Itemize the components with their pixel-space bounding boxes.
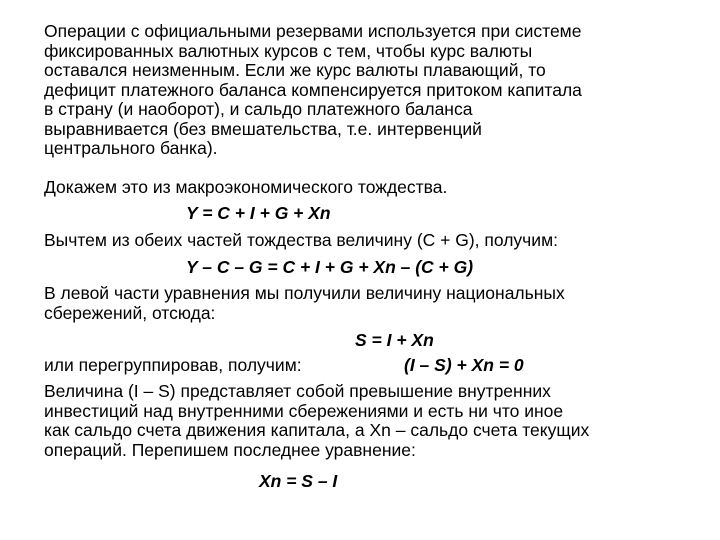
paragraph-national-savings: В левой части уравнения мы получили величину национальных сбережений, отсюда: — [44, 283, 565, 323]
formula-regrouped: (I – S) + Xn = 0 — [404, 355, 524, 375]
formula-subtracted: Y – C – G = C + I + G + Xn – (C + G) — [186, 257, 474, 277]
paragraph-official-reserves: Операции с официальными резервами используется при системе фиксированных валютных курсов с тем, чтобы курс валюты оставался неизменным. Если же курс валюты плавающий, то дефицит платежного баланса компенсируется притоком капитала в страну (и наоборот), и сальдо платежного баланса выравнивается (без вмешательства, т.е. интервенций центрального банка). — [44, 21, 582, 158]
paragraph-capital-account: Величина (I – S) представляет собой превышение внутренних инвестиций над внутренними сбережениями и есть ни что иное как сальдо счета движения капитала, а Xn – сальдо счета текущих операций. Перепишем последнее уравнение: — [44, 381, 590, 460]
formula-net-exports: Xn = S – I — [259, 471, 338, 491]
paragraph-prove-identity: Докажем это из макроэкономического тождества. — [44, 177, 448, 197]
paragraph-subtract: Вычтем из обеих частей тождества величину (C + G), получим: — [44, 230, 558, 250]
formula-savings: S = I + Xn — [355, 330, 434, 350]
paragraph-regroup: или перегруппировав, получим: — [44, 355, 302, 375]
formula-identity: Y = C + I + G + Xn — [186, 203, 331, 223]
